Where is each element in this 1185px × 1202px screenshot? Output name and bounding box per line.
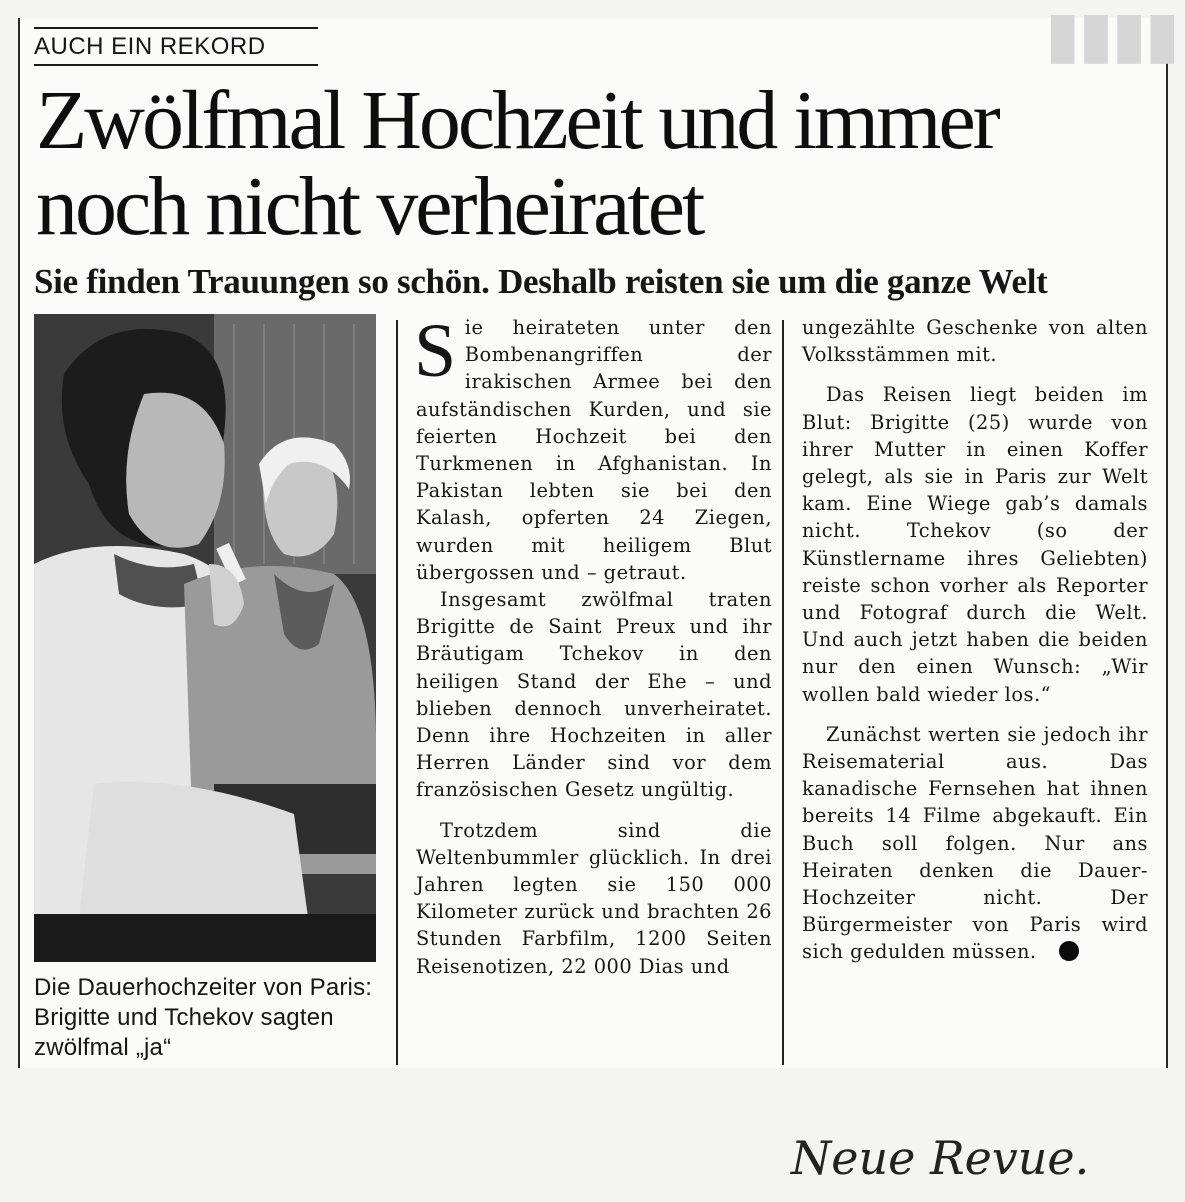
article-paragraph-text: ie heirateten unter den Bombenangriffen der irakischen Armee bei den aufständischen Kurden, und sie feierten Hochzeit bei den Turkmenen in Afghanistan. In Pakistan lebten sie bei den Kalash, opferten 24 Ziegen, wurden mit heiligem Blut übergossen und – getraut. [416,316,772,584]
subheadline: Sie finden Trauungen so schön. Deshalb reisten sie um die ganze Welt [34,262,1048,301]
kicker-label: AUCH EIN REKORD [34,32,318,66]
article-paragraph: ungezählte Geschenke von alten Volksstämmen mit. [802,316,1148,367]
handwritten-signature-text: Neue Revue. [791,1131,1090,1185]
photo-caption: Die Dauerhochzeiter von Paris: Brigitte und Tchekov sagten zwölfmal „ja“ [34,974,373,1061]
article-paragraph [802,721,1148,966]
article-paragraph-text: Zunächst werten sie jedoch ihr Reisematerial aus. Das kanadische Fernsehen hat ihnen bereits 14 Filme abgekauft. Ein Buch soll folgen. Nur ans Heiraten denken die Dauer-Hochzeiter nicht. Der Bürgermeister von Paris wird sich gedulden müssen. [802,722,1148,964]
couple-photo [34,314,376,962]
column-rule-left [396,320,398,1065]
handwritten-source-note [785,1118,1105,1198]
bleed-through-ghost-text: ▮▮▮▮ [1047,0,1180,70]
column-rule-right [782,320,784,1065]
article-column-2 [802,314,1148,966]
article-paragraph [414,309,772,586]
article-paragraph: Trotzdem sind die Weltenbummler glücklich. In drei Jahren legten sie 150 000 Kilometer zurück und brachten 26 Stunden Farbfilm, 1200 Seiten Reisenotizen, 22 000 Dias und [416,818,772,978]
end-mark-icon [1059,941,1079,961]
article-column-1 [414,309,772,980]
drop-cap: S [414,309,457,393]
article-paragraph: Das Reisen liegt beiden im Blut: Brigitte (25) wurde von ihrer Mutter in einen Koffer gelegt, als sie in Paris zur Welt kam. Eine Wiege gab’s damals nicht. Tchekov (so der Künstlername ihres Geliebten) reiste schon vorher als Reporter und Fotograf durch die Welt. Und auch jetzt haben die beiden nur den einen Wunsch: „Wir wollen bald wieder los.“ [802,383,1148,706]
kicker-top-rule [34,27,318,29]
headline: Zwölfmal Hochzeit und immer noch nicht verheiratet [36,74,998,253]
article-paragraph: Insgesamt zwölfmal traten Brigitte de Saint Preux und ihr Bräutigam Tchekov in den heiligen Stand der Ehe – und blieben dennoch unverheiratet. Denn ihre Hochzeiten in aller Herren Länder sind vor dem französischen Gesetz ungültig. [416,588,772,802]
